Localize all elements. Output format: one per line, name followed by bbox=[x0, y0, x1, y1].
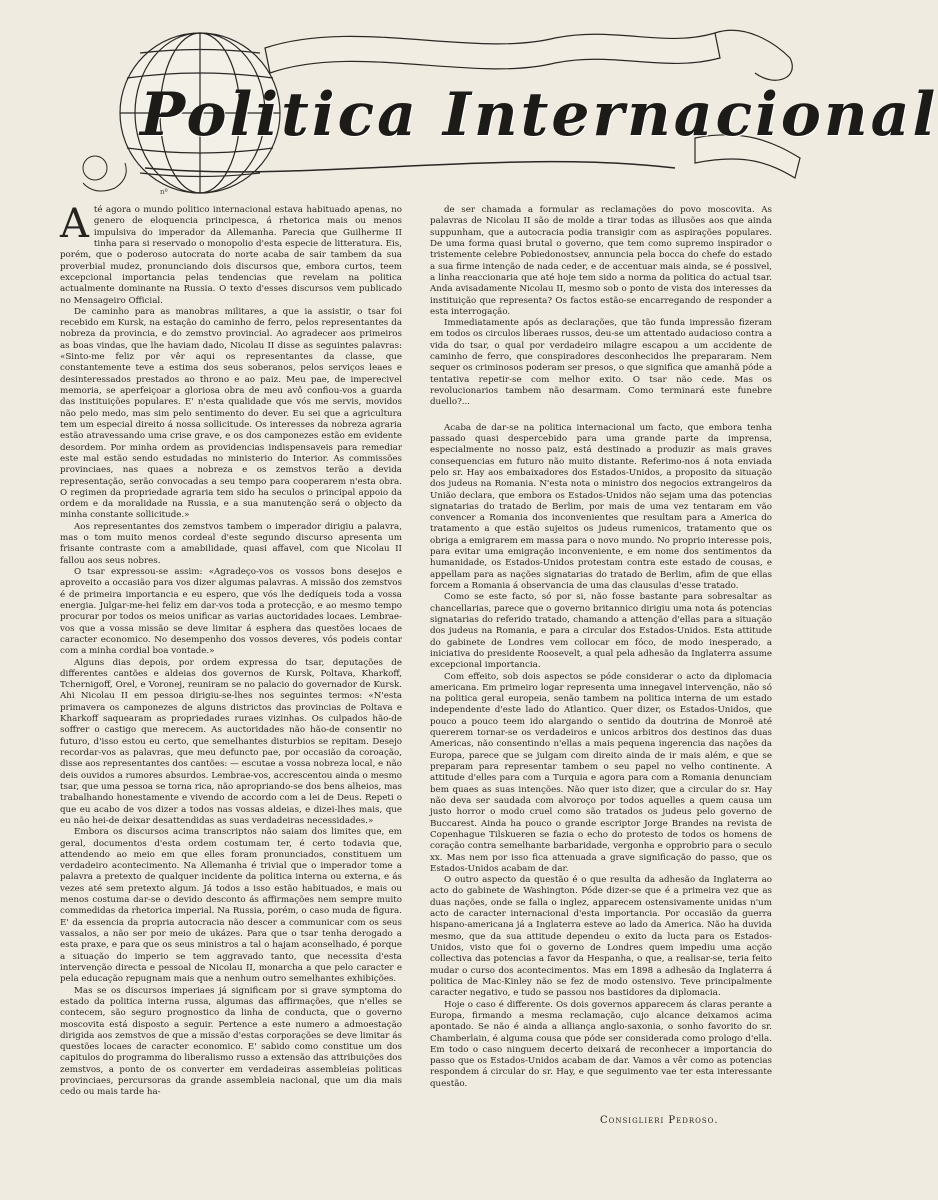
paragraph: Embora os discursos acima transcriptos não saiam dos limites que, em geral, documentos d'esta ordem costumam ter, é certo todavia que, attendendo ao meio em que elles foram pronunciados, constituem um verdadeiro acontecimento. Na Allemanha é trivial que o imperador tome a palavra a pretexto de qualquer incidente da politica interna ou externa, e ás vezes até sem pretexto algum. Já todos a isso estão habituados, e mais ou menos costuma dar-se o devido desconto ás affirmações nem sempre muito commedidas da rhetorica imperial. Na Russia, porém, o caso muda de figura. E' da essencia da propria autocracia não descer a communicar com os seus vassalos, a não ser por meio de ukázes. Para que o tsar tenha derogado a esta praxe, e para que os seus ministros a tal o hajam aconselhado, é porque a situação do imperio se tem aggravado tanto, que necessita d'esta intervenção directa e pessoal de Nicolau II, monarcha a que pelo caracter e pela educação repugnam mais que a nenhum outro semelhantes exhibições. bbox=[60, 827, 402, 985]
paragraph: Como se este facto, só por si, não fosse bastante para sobresaltar as chancellarias, parece que o governo britannico dirigiu uma nota ás potencias signatarias do referido tratado, chamando a attenção d'ellas para a situação dos judeus na Romania, e para a circular dos Estados-Unidos. Esta attitude do gabinete de Londres vem collocar em fóco, de modo inesperado, a iniciativa do presidente Roosevelt, a qual pela adhesão da Inglaterra assume excepcional importancia. bbox=[430, 592, 772, 671]
artist-signature: nº bbox=[160, 188, 168, 196]
paragraph: Immediatamente após as declarações, que tão funda impressão fizeram em todos os circulos liberaes russos, deu-se um attentado audacioso contra a vida do tsar, o qual por verdadeiro milagre escapou a um accidente de caminho de ferro, que conspiradores desconhecidos lhe prepararam. Nem sequer os criminosos poderam ser presos, o que significa que amanhã póde a tentativa repetir-se com melhor exito. O tsar não cede. Mas os revolucionarios tambem não desarmam. Como terminará este funebre duello?... bbox=[430, 318, 772, 408]
section-separator bbox=[430, 409, 772, 423]
paragraph: Acaba de dar-se na politica internacional um facto, que embora tenha passado quasi despercebido para uma grande parte da imprensa, especialmente no nosso paiz, está destinado a produzir as mais graves consequencias em futuro não muito distante. Referimo-nos á nota enviada pelo sr. Hay aos embaixadores dos Estados-Unidos, a proposito da situação dos judeus na Romania. N'esta nota o ministro dos negocios extrangeiros da União declara, que embora os Estados-Unidos não sejam uma das potencias signatarias do tratado de Berlim, por mais de uma vez tentaram em vão convencer a Romania dos inconvenientes que resultam para a America do tratamento a que estão sujeitos os judeus rumenicos, tratamento que os obriga a emigrarem em massa para o novo mundo. No proprio interesse pois, para evitar uma emigração inconveniente, e em nome dos sentimentos da humanidade, os Estados-Unidos protestam contra este estado de cousas, e appellam para as nações signatarias do tratado de Berlim, afim de que ellas forcem a Romania á observancia de uma das clausulas d'esse tratado. bbox=[430, 422, 772, 591]
author-signature: Consiglieri Pedroso. bbox=[600, 1115, 719, 1126]
paragraph: Até agora o mundo politico internacional estava habituado apenas, no genero de eloquencia principesca, á rhetorica mais ou menos impulsiva do imperador da Allemanha. Parecia que Guilherme II tinha para si reservado o monopolio d'esta especie de litteratura. Eis, porém, que o poderoso autocrata do norte acaba de sair tambem da sua proverbial mudez, pronunciando dois discursos que, embora curtos, teem excepcional importancia pelas tendencias que revelam na politica actualmente dominante na Russia. O texto d'esses discursos vem publicado no Mensageiro Official. bbox=[60, 201, 402, 306]
page-title: Politica Internacional bbox=[140, 80, 938, 150]
paragraph: Aos representantes dos zemstvos tambem o imperador dirigiu a palavra, mas o tom muito menos cordeal d'este segundo discurso apresenta um frisante contraste com a amabilidade, quasi affavel, com que Nicolau II fallou aos seus nobres. bbox=[60, 521, 402, 566]
cherub-figure bbox=[83, 156, 126, 191]
paragraph: de ser chamada a formular as reclamações do povo moscovita. As palavras de Nicolau II são de molde a tirar todas as illusões aos que ainda suppunham, que a autocracia podia transigir com as aspirações populares. De uma forma quasi brutal o governo, que tem como supremo inspirador o tristemente celebre Pobiedonostsev, annuncia pela bocca do chefe do estado a sua firme intenção de nada ceder, e de accentuar mais ainda, se é possivel, a linha reaccionaria que até hoje tem sido a norma da politica do actual tsar. Anda avisadamente Nicolau II, mesmo sob o ponto de vista dos interesses da instituição que representa? Os factos estão-se encarregando de responder a esta interrogação. bbox=[430, 205, 772, 317]
paragraph: O tsar expressou-se assim: «Agradeço-vos os vossos bons desejos e aproveito a occasião para vos dizer algumas palavras. A missão dos zemstvos é de primeira importancia e eu espero, que vós lhe dedíqueis toda a vossa energia. Julgar-me-hei feliz em dar-vos toda a protecção, e ao mesmo tempo procurar por todos os meios unificar as varias auctoridades locaes. Lembrae-vos que a vossa missão se deve limitar á esphera das questões locaes de caracter economico. No desempenho dos vossos deveres, vós podeis contar com a minha cordial boa vontade.» bbox=[60, 567, 402, 657]
right-column bbox=[430, 205, 772, 1090]
paragraph: De caminho para as manobras militares, a que ia assistir, o tsar foi recebido em Kursk, na estação do caminho de ferro, pelos representantes da nobreza da provincia, e do zemstvo provincial. Ao agradecer aos primeiros as boas vindas, que lhe haviam dado, Nicolau II disse as seguintes palavras: «Sinto-me feliz por vêr aqui os representantes da classe, que constantemente teve a estima dos seus soberanos, pelos serviços leaes e desinteressados prestados ao throno e ao paiz. Meu pae, de imperecivel memoria, se aperfeiçoar a gloriosa obra de meu avô confiou-vos a guarda das instituições populares. E' n'esta qualidade que vós me servis, movidos não pelo medo, mas sim pelo sentimento do dever. Eu sei que a agricultura tem um especial direito á nossa sollicitude. Os interesses da nobreza agraria estão atravessando uma crise grave, e os dos camponezes estão em evidente desordem. Por minha ordem as providencias indispensaveis para remediar este mal estão sendo estudadas no ministerio do Interior. As commissões provinciaes, nas quaes a nobreza e os zemstvos terão a devida representação, serão convocadas a seu tempo para cooperarem n'esta obra. O regimen da propriedade agraria tem sido ha seculos o principal appoio da ordem e da moralidade na Russia, e a sua manutenção será o objecto da minha constante sollicitude.» bbox=[60, 306, 402, 521]
paragraph: Mas se os discursos imperiaes já significam por si grave symptoma do estado da politica interna russa, algumas das affirmações, que n'elles se contecem, são seguro prognostico da linha de conducta, que o governo moscovita está disposto a seguir. Pertence a este numero a admoestação dirigida aos zemstvos de que a missão d'estas corporações se deve limitar ás questões locaes de caracter economico. E' sabido como constitue um dos capitulos do programma do liberalismo russo a extensão das attribuições dos zemstvos, a ponto de os converter em verdadeiras assembleias politicas provinciaes, percursoras da grande assembleia nacional, que um dia mais cedo ou mais tarde ha- bbox=[60, 985, 402, 1098]
paragraph: Alguns dias depois, por ordem expressa do tsar, deputações de differentes cantões e aldeias dos governos de Kursk, Poltava, Kharkoff, Tchernigoff, Orel, e Voronej, reuniram se no palacio do governador de Kursk. Ahi Nicolau II em pessoa dirigiu-se-lhes nos seguintes termos: «N'esta primavera os camponezes de alguns districtos das provincias de Poltava e Kharkoff saquearam as propriedades ruraes vizinhas. Os culpados hão-de soffrer o castigo que merecem. As auctoridades não hão-de consentir no futuro, d'isso estou eu certo, que semelhantes disturbios se repitam. Desejo recordar-vos as palavras, que meu defuncto pae, por occasião da coroação, disse aos representantes dos cantões: — escutae a vossa nobreza local, e não deis ouvidos a rumores absurdos. Lembrae-vos, accrescentou ainda o mesmo tsar, que uma pessoa se torna rica, não apropriando-se dos bens alheios, mas trabalhando honestamente e vivendo de accordo com a lei de Deus. Repeti o que eu acabo de vos dizer a todos nas vossas aldeias, e dizei-lhes mais, que eu não hei-de deixar desattendidas as suas verdadeiras necessidades.» bbox=[60, 657, 402, 826]
paragraph: Hoje o caso é differente. Os dois governos apparecem ás claras perante a Europa, firmando a mesma reclamação, cujo alcance deixamos acima apontado. Se não é ainda a alliança anglo-saxonia, o sonho favorito do sr. Chamberlain, é alguma cousa que póde ser considerada como prologo d'ella. Em todo o caso ninguem decerto deixará de reconhecer a importancia do passo que os Estados-Unidos acabam de dar. Vamos a vêr como as potencias respondem á circular do sr. Hay, e que seguimento vae ter esta interessante questão. bbox=[430, 999, 772, 1089]
paragraph: O outro aspecto da questão é o que resulta da adhesão da Inglaterra ao acto do gabinete de Washington. Póde dizer-se que é a primeira vez que as duas nações, onde se falla o inglez, apparecem ostensivamente unidas n'um acto de caracter internacional d'esta importancia. Por occasião da guerra hispano-americana já a Inglaterra esteve ao lado da America. Não ha duvida mesmo, que da sua attitude dependeu o exito da lucta para os Estados-Unidos, visto que foi o governo de Londres quem impediu uma acção collectiva das potencias a favor da Hespanha, o que, a realisar-se, teria feito mudar o curso dos acontecimentos. Mas em 1898 a adhesão da Inglaterra á politica de Mac-Kinley não se fez de modo ostensivo. Teve principalmente caracter negativo, e tudo se passou nos bastidores da diplomacia. bbox=[430, 875, 772, 999]
left-column bbox=[60, 201, 402, 1099]
ornamental-header bbox=[55, 18, 938, 203]
paragraph: Com effeito, sob dois aspectos se póde considerar o acto da diplomacia americana. Em primeiro logar representa uma innegavel intervenção, não só na politica geral europeia, senão tambem na politica interna de um estado independente d'este lado do Atlantico. Quer dizer, os Estados-Unidos, que pouco a pouco teem ido alargando o sentido da doutrina de Monroë até quererem tornar-se os verdadeiros e unicos arbitros dos destinos das duas Americas, não consentindo n'ellas a mais pequena ingerencia das nações da Europa, parece que se julgam com direito ainda de ir mais além, e que se preparam para representar tambem o seu papel no velho continente. A attitude d'elles para com a Turquia e agora para com a Romania denunciam bem quaes as suas intenções. Não quer isto dizer, que a circular do sr. Hay não deva ser saudada com alvoroço por todos aquelles a quem causa um justo horror o modo cruel como são tratados os judeus pelo governo de Buccarest. Ainda ha pouco o grande escriptor Jorge Brandes na revista de Copenhague Tilskueren se fazia o echo do protesto de todos os homens de coração contra semelhante barbaridade, vergonha e opprobrio para o seculo xx. Mas nem por isso fica attenuada a grave significação do passo, que os Estados-Unidos acabam de dar. bbox=[430, 671, 772, 874]
drop-cap: A bbox=[60, 201, 89, 247]
